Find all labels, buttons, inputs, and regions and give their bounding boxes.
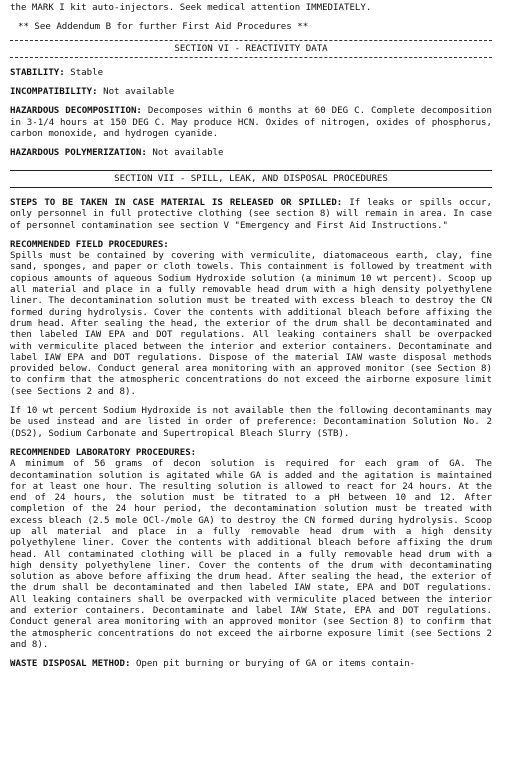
waste-disposal-text: Open pit burning or burying of GA or items contain- (135, 659, 416, 670)
field-procedures-text: Spills must be contained by covering with vermiculite, diatomaceous earth, clay, fine sand, sponges, and paper or cloth towels. This containment is followed by treatment with copious amounts of aqueous Sodium Hydroxide solution (a minimum 10 wt percent). Scoop up all material and place in a fully removable head drum with a high density polyethylene liner. The decontamination solution must be treated with excess bleach to destroy the CN formed during hydrolysis. Cover the contents with additional bleach before affixing the drum head. After sealing the head, the exterior of the drum shall be decontaminated and then labeled IAW EPA and DOT regulations. All leaking containers shall be overpacked with vermiculite placed between the interior and exterior containers. Decontaminate and label IAW EPA and DOT regulations. Dispose of the material IAW waste disposal methods provided below. Conduct general area monitoring with an approved monitor (see Section 8) to confirm that the atmospheric concentrations do not exceed the airborne exposure limit (see Sections 2 and 8). (10, 251, 492, 397)
steps-paragraph (10, 198, 492, 232)
polymerization-value: Not available (152, 148, 224, 159)
decomposition-label: HAZARDOUS DECOMPOSITION: (10, 106, 142, 117)
incompatibility-label: INCOMPATIBILITY: (10, 87, 98, 98)
stability-label: STABILITY: (10, 67, 65, 78)
polymerization-row (10, 148, 492, 159)
addendum-note: ** See Addendum B for further First Aid Procedures ** (18, 22, 309, 33)
steps-label: STEPS TO BE TAKEN IN CASE MATERIAL IS RELEASED OR SPILLED: (10, 197, 343, 208)
top-line-1: the MARK I kit auto-injectors. Seek medical attention IMMEDIATELY. (10, 3, 372, 13)
incompatibility-row (10, 87, 492, 98)
waste-disposal-label: WASTE DISPOSAL METHOD: (10, 659, 131, 670)
field-procedures-heading: RECOMMENDED FIELD PROCEDURES: (10, 239, 169, 250)
document-page (10, 3, 492, 671)
polymerization-label: HAZARDOUS POLYMERIZATION: (10, 148, 147, 159)
lab-procedures-text: A minimum of 56 grams of decon solution is required for each gram of GA. The decontamination solution is agitated while GA is added and the agitation is maintained for at least one hour. The resulting solution is allowed to react for 24 hours. At the end of 24 hours, the solution must be titrated to a pH between 10 and 12. After completion of the 24 hour period, the decontamination solution must be treated with excess bleach (2.5 mole OCl-/mole GA) to destroy the CN formed during hydrolysis. Scoop up all material and place in a fully removable head drum with a high density polyethylene liner. Cover the contents with additional bleach before affixing the drum head. All contaminated clothing will be placed in a fully removable head drum with a high density polyethylene liner. Cover the contents of the drum with decontaminating solution as above before affixing the drum head. After sealing the head, the exterior of the drum shall be decontaminated and then labeled IAW state, EPA and DOT regulations. All leaking containers shall be overpacked with vermiculite placed between the interior and exterior containers. Decontaminate and label IAW State, EPA and DOT regulations. Conduct general area monitoring with an approved monitor (see Section 8) to confirm that the atmospheric concentrations do not exceed the airborne exposure limit (see Sections 2 and 8). (10, 459, 492, 650)
alternate-decon-text: If 10 wt percent Sodium Hydroxide is not available then the following decontaminants may be used instead and are listed in order of preference: Decontamination Solution No. 2 (DS2), Sodium Carbonate and Supertropical Bleach Slurry (STB). (10, 406, 492, 439)
incompatibility-value: Not available (103, 87, 175, 98)
stability-value: Stable (70, 67, 104, 78)
section-7-title: SECTION VII - SPILL, LEAK, AND DISPOSAL PROCEDURES (114, 173, 388, 184)
lab-procedures-heading: RECOMMENDED LABORATORY PROCEDURES: (10, 447, 197, 458)
section-6-title: SECTION VI - REACTIVITY DATA (174, 43, 328, 54)
waste-disposal-row (10, 659, 492, 670)
decomposition-row (10, 106, 492, 140)
stability-row (10, 68, 492, 79)
steps-text: If leaks or spills occur, only personnel in full protective clothing (see section 8) will remain in area. In case of personnel contamination see section V "Emergency and First Aid Instructions." (10, 197, 492, 231)
decomposition-value: Decomposes within 6 months at 60 DEG C. Complete decomposition in 3-1/4 hours at 150 DEG C. May produce HCN. Oxides of nitrogen, oxides of phosphorus, carbon monoxide, and hydrogen cyanide. (10, 106, 492, 140)
